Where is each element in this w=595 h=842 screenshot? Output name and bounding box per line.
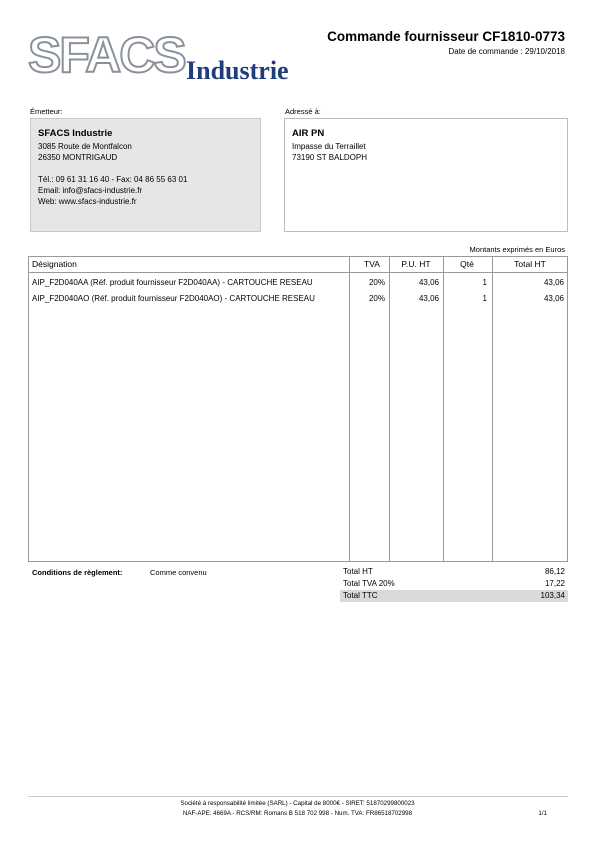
column-divider [389,257,390,561]
total-ttc-value: 103,34 [540,591,565,600]
header-designation: Désignation [32,259,77,269]
row-unit-price: 43,06 [418,294,439,303]
total-ttc-label: Total TTC [343,591,378,600]
row-total: 43,06 [543,294,564,303]
row-quantity: 1 [482,294,487,303]
sender-address-line1: 3085 Route de Montfalcon [38,142,132,151]
sender-name: SFACS Industrie [38,128,113,139]
total-tva-row [340,578,568,590]
footer-legal-line1: Société à responsabilité limitée (SARL) - Capital de 8000€ - SIRET: 51870299800023 [180,800,415,807]
payment-terms-value: Comme convenu [150,568,207,577]
recipient-name: AIR PN [292,128,325,139]
footer-legal-line2: NAF-APE: 4669A - RCS/RM: Romans B 518 702 998 - Num. TVA: FR86518702998 [182,810,413,817]
column-divider [349,257,350,561]
total-ttc-row [340,590,568,602]
sender-address-box [30,118,261,232]
logo-subtitle-text: Industrie [186,56,289,85]
header-unit-price: P.U. HT [401,259,431,269]
document-title: Commande fournisseur CF1810-0773 [327,29,565,44]
page-number: 1/1 [538,810,547,817]
sender-email: Email: info@sfacs-industrie.fr [38,186,143,195]
header-tva: TVA [364,259,380,269]
total-ht-row [340,566,568,578]
total-tva-label: Total TVA 20% [343,579,395,588]
sender-phone: Tél.: 09 61 31 16 40 - Fax: 04 86 55 63 01 [38,175,188,184]
sender-caption: Émetteur: [30,107,63,116]
row-unit-price: 43,06 [418,278,439,287]
company-logo [28,27,318,88]
total-ht-value: 86,12 [544,567,565,576]
recipient-address-line2: 73190 ST BALDOPH [292,153,368,162]
row-tva: 20% [368,278,385,287]
header-total: Total HT [514,259,546,269]
order-date: Date de commande : 29/10/2018 [448,47,565,56]
recipient-caption: Adressé à: [285,107,321,116]
total-ht-label: Total HT [343,567,373,576]
header-quantity: Qté [460,259,474,269]
items-table [28,256,568,562]
row-designation: AIP_F2D040AO (Réf. produit fournisseur F2D040AO) - CARTOUCHE RESEAU [32,294,315,303]
column-divider [443,257,444,561]
row-total: 43,06 [543,278,564,287]
table-header-row [29,257,567,273]
column-divider [492,257,493,561]
sender-address-line2: 26350 MONTRIGAUD [38,153,118,162]
recipient-address-line1: Impasse du Terraillet [292,142,366,151]
footer-divider [28,796,568,797]
row-tva: 20% [368,294,385,303]
payment-terms-label: Conditions de règlement: [32,568,123,577]
row-designation: AIP_F2D040AA (Réf. produit fournisseur F2D040AA) - CARTOUCHE RESEAU [32,278,313,287]
logo-brand-text: SFACS [28,27,185,83]
recipient-address-box [284,118,568,232]
total-tva-value: 17,22 [544,579,565,588]
row-quantity: 1 [482,278,487,287]
sender-web: Web: www.sfacs-industrie.fr [38,197,137,206]
currency-note: Montants exprimés en Euros [469,245,565,254]
